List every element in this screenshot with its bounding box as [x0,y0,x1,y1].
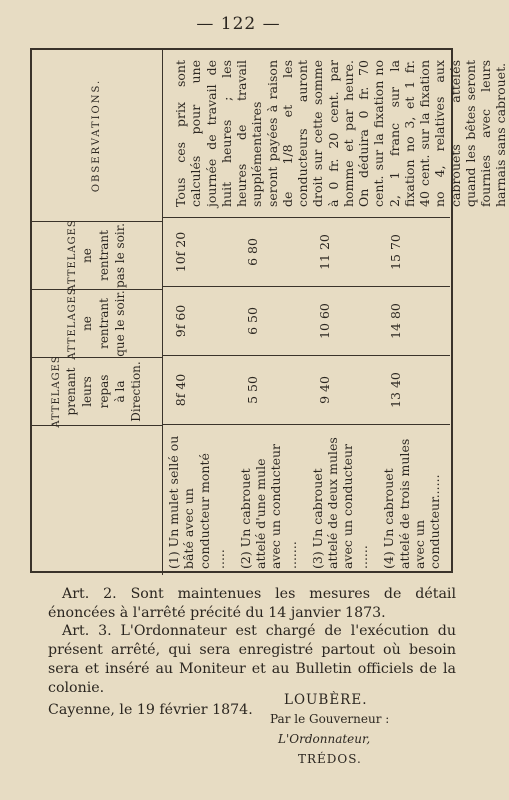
row-2-desc: (2) Un cabrouet attelé d'une mule avec un conducteur ....... [237,443,299,569]
row-3-soir: 10 60 [316,303,332,339]
row-3-desc: (3) Un cabrouet attelé de deux mules avec un conducteur ...... [309,437,371,569]
header-pas-l1: ATTELAGES [66,219,78,292]
decree-text [48,585,456,720]
row-1-repas: 8f 40 [173,373,188,407]
date-line: Cayenne, le 19 février 1874. [48,702,253,719]
signature-title: L'Ordonnateur, [278,732,371,746]
header-soir-l2: ne [80,316,95,331]
row-2-pas-soir: 6 80 [244,238,260,266]
signature-par-gouverneur: Par le Gouverneur : [270,712,390,726]
rotated-table-content [32,50,509,575]
header-repas-l5: Direction. [129,361,144,422]
table-header [32,50,163,575]
row-4-pas-soir: 15 70 [388,234,404,270]
header-observations: OBSERVATIONS. [91,78,103,193]
repas-column [163,355,450,424]
description-column [163,424,450,575]
header-repas-l2: prenant [64,367,79,416]
article-2: Art. 2. Sont maintenues les mesures de détail énoncées à l'arrêté précité du 14 janvier 1873. [48,586,456,621]
header-repas [32,355,162,428]
soir-column [163,286,450,355]
row-1-pas-soir: 10f 20 [173,231,188,273]
header-repas-l4: à la [112,380,127,403]
row-4-repas: 13 40 [388,372,404,408]
tariff-table [30,48,509,573]
header-repas-l3: leurs repas [80,374,111,409]
table-body [163,50,509,575]
row-1-desc: (1) Un mulet sellé ou bâté avec un conducteur monté ..... [166,435,227,569]
observations-text: Tous ces prix sont calculés pour une journée de travail de huit heures ; les heures de travail supplémentaires seront payées à raison de 1/8 et les conducteurs auront droit sur cette somme à 0 fr. 20 cent. par homme et par heure. On déduira 0 fr. 70 cent. sur la fixation no 2, 1 franc sur la fixation no 3, et 1 fr. 40 cent. sur la fixation no 4, relatives aux cabrouets attelés quand les bêtes seront fournies avec leurs harnais sans cabrouet. [173,60,509,207]
header-pas-l4: pas le soir. [112,223,127,289]
header-soir-l1: ATTELAGES [66,287,78,360]
header-rentrant-soir [32,287,162,360]
signature-ordonnateur: TRÉDOS. [298,752,362,766]
signature-name: LOUBÈRE. [284,692,368,708]
header-pas-l3: rentrant [96,230,111,281]
header-blank [32,425,162,575]
row-2-repas: 5 50 [244,376,260,404]
header-pas-l2: ne [80,248,95,263]
row-3-pas-soir: 11 20 [316,234,332,270]
article-3: Art. 3. L'Ordonnateur est chargé de l'exécution du présent arrêté, qui sera enregistré partout où besoin sera et inséré au Moniteur et au Bulletin officiels de la colonie. [48,623,456,696]
row-3-repas: 9 40 [316,376,332,404]
pas-soir-column [163,217,450,286]
header-soir-l3: rentrant [96,298,111,349]
row-4-soir: 14 80 [388,303,404,339]
header-soir-l4: que le soir. [112,290,127,357]
header-repas-l1: ATTELAGES [50,355,62,428]
row-2-soir: 6 50 [244,307,260,335]
row-1-soir: 9f 60 [173,304,188,338]
header-ne-rentrant [32,219,162,292]
row-4-desc: (4) Un cabrouet attelé de trois mules avec un conducteur...... [381,438,442,569]
page-number: — 122 — [196,14,281,34]
